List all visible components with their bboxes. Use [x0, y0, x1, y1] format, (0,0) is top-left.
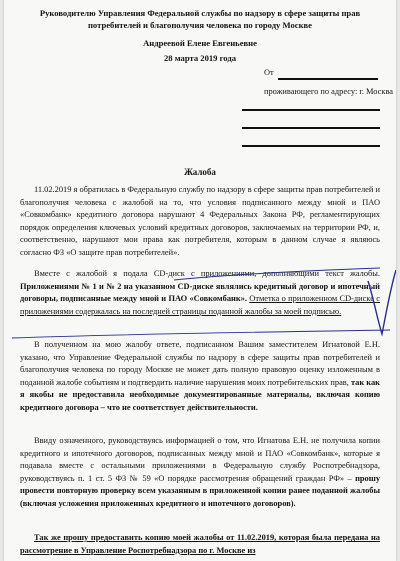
paragraph-4: [20, 435, 380, 511]
paragraph-1-text: 11.02.2019 я обратилась в Федеральную службу по надзору в сфере защиты прав потребителей и благополучия человека с жалобой на то, что условия подписанного между мной и ПАО «Совкомбанк» кредитного договора нарушают 4 Федеральных Закона РФ, регламентирующих порядок определения ключевых условий кредитных договоров, заключаемых на территории РФ, и, соответственно, нарушают мои права как потребителя, которым в данном случае я являюсь согласно ФЗ «О защите прав потребителей».: [20, 185, 380, 257]
from-label: От: [264, 68, 274, 77]
address-redacted-1: [242, 109, 380, 111]
paragraph-5: [20, 532, 380, 557]
document-date: 28 марта 2019 года: [164, 53, 236, 63]
paragraph-3-bold: так как я якобы не предоставила необходимые документированные материалы, включая копию кредитного договора – что не соответствует действительности.: [20, 377, 381, 412]
document-title: Жалоба: [184, 167, 216, 177]
paragraph-2: [20, 268, 380, 318]
paragraph-5-text: Так же прошу предоставить копию моей жалобы от 11.02.2019, которая была передана на рассмотрение в Управление Роспотребнадзора по г. Москве из: [20, 533, 380, 555]
paragraph-2-bold: Приложениями № 1 и № 2 на указанном CD-диске являлись кредитный договор и ипотечный договоры, подписанные между мной и ПАО «Совкомбанк».: [20, 281, 380, 304]
address-redacted-2: [242, 127, 380, 129]
paragraph-2-lead: Вместе с жалобой я подала CD-диск с приложениями, дополняющими текст жалобы.: [34, 269, 380, 278]
addressee-line-1: Руководителю Управления Федеральной службы по надзору в сфере защиты прав: [39, 8, 361, 18]
addressee-name: Андреевой Елене Евгеньевне: [143, 38, 257, 48]
sender-name-redacted: [278, 78, 378, 80]
pen-separator-line: [12, 330, 390, 338]
paragraph-2-underlined: Отметка о приложенном CD-диске с приложениями содержалась на последней страницы поданной жалобы за моей подписью.: [20, 294, 381, 316]
paragraph-4-bold: прошу провести повторную проверку всем указанным в приложенной копии ранее поданной жалобы (включая усложения приложенных кредитного и ипотечного договоров).: [20, 473, 381, 508]
document-page: [4, 0, 396, 561]
paragraph-1: [20, 184, 380, 260]
paragraph-4-text: Ввиду означенного, руководствуясь информацией о том, что Игнатова Е.Н. не получила копии кредитного и ипотечного договоров, подписанных между мной и ПАО «Совкомбанк», которые я подавала вместе с остальными приложениями в Федеральную службу Роспотребнадзора, руководствуясь п. 1 ст. 5 ФЗ № 59 «О порядке рассмотрения обращений граждан РФ» –: [20, 436, 380, 483]
address-redacted-3: [242, 145, 380, 147]
residence-label: проживающего по адресу: г. Москва: [264, 87, 394, 96]
paragraph-3: [20, 339, 380, 415]
addressee-line-2: потребителей и благополучия человека по городу Москве: [87, 20, 312, 30]
paragraph-3-text: В полученном на мою жалобу ответе, подписанном Вашим заместителем Игнатовой Е.Н. указано, что Управление Федеральной службы по надзору в сфере защиты прав потребителей и благополучия человека по городу Москве не может дать полную правовую оценку изложенным в поданной жалобе событиям и подтвердить наличие нарушения моих потребительских прав,: [20, 340, 380, 387]
